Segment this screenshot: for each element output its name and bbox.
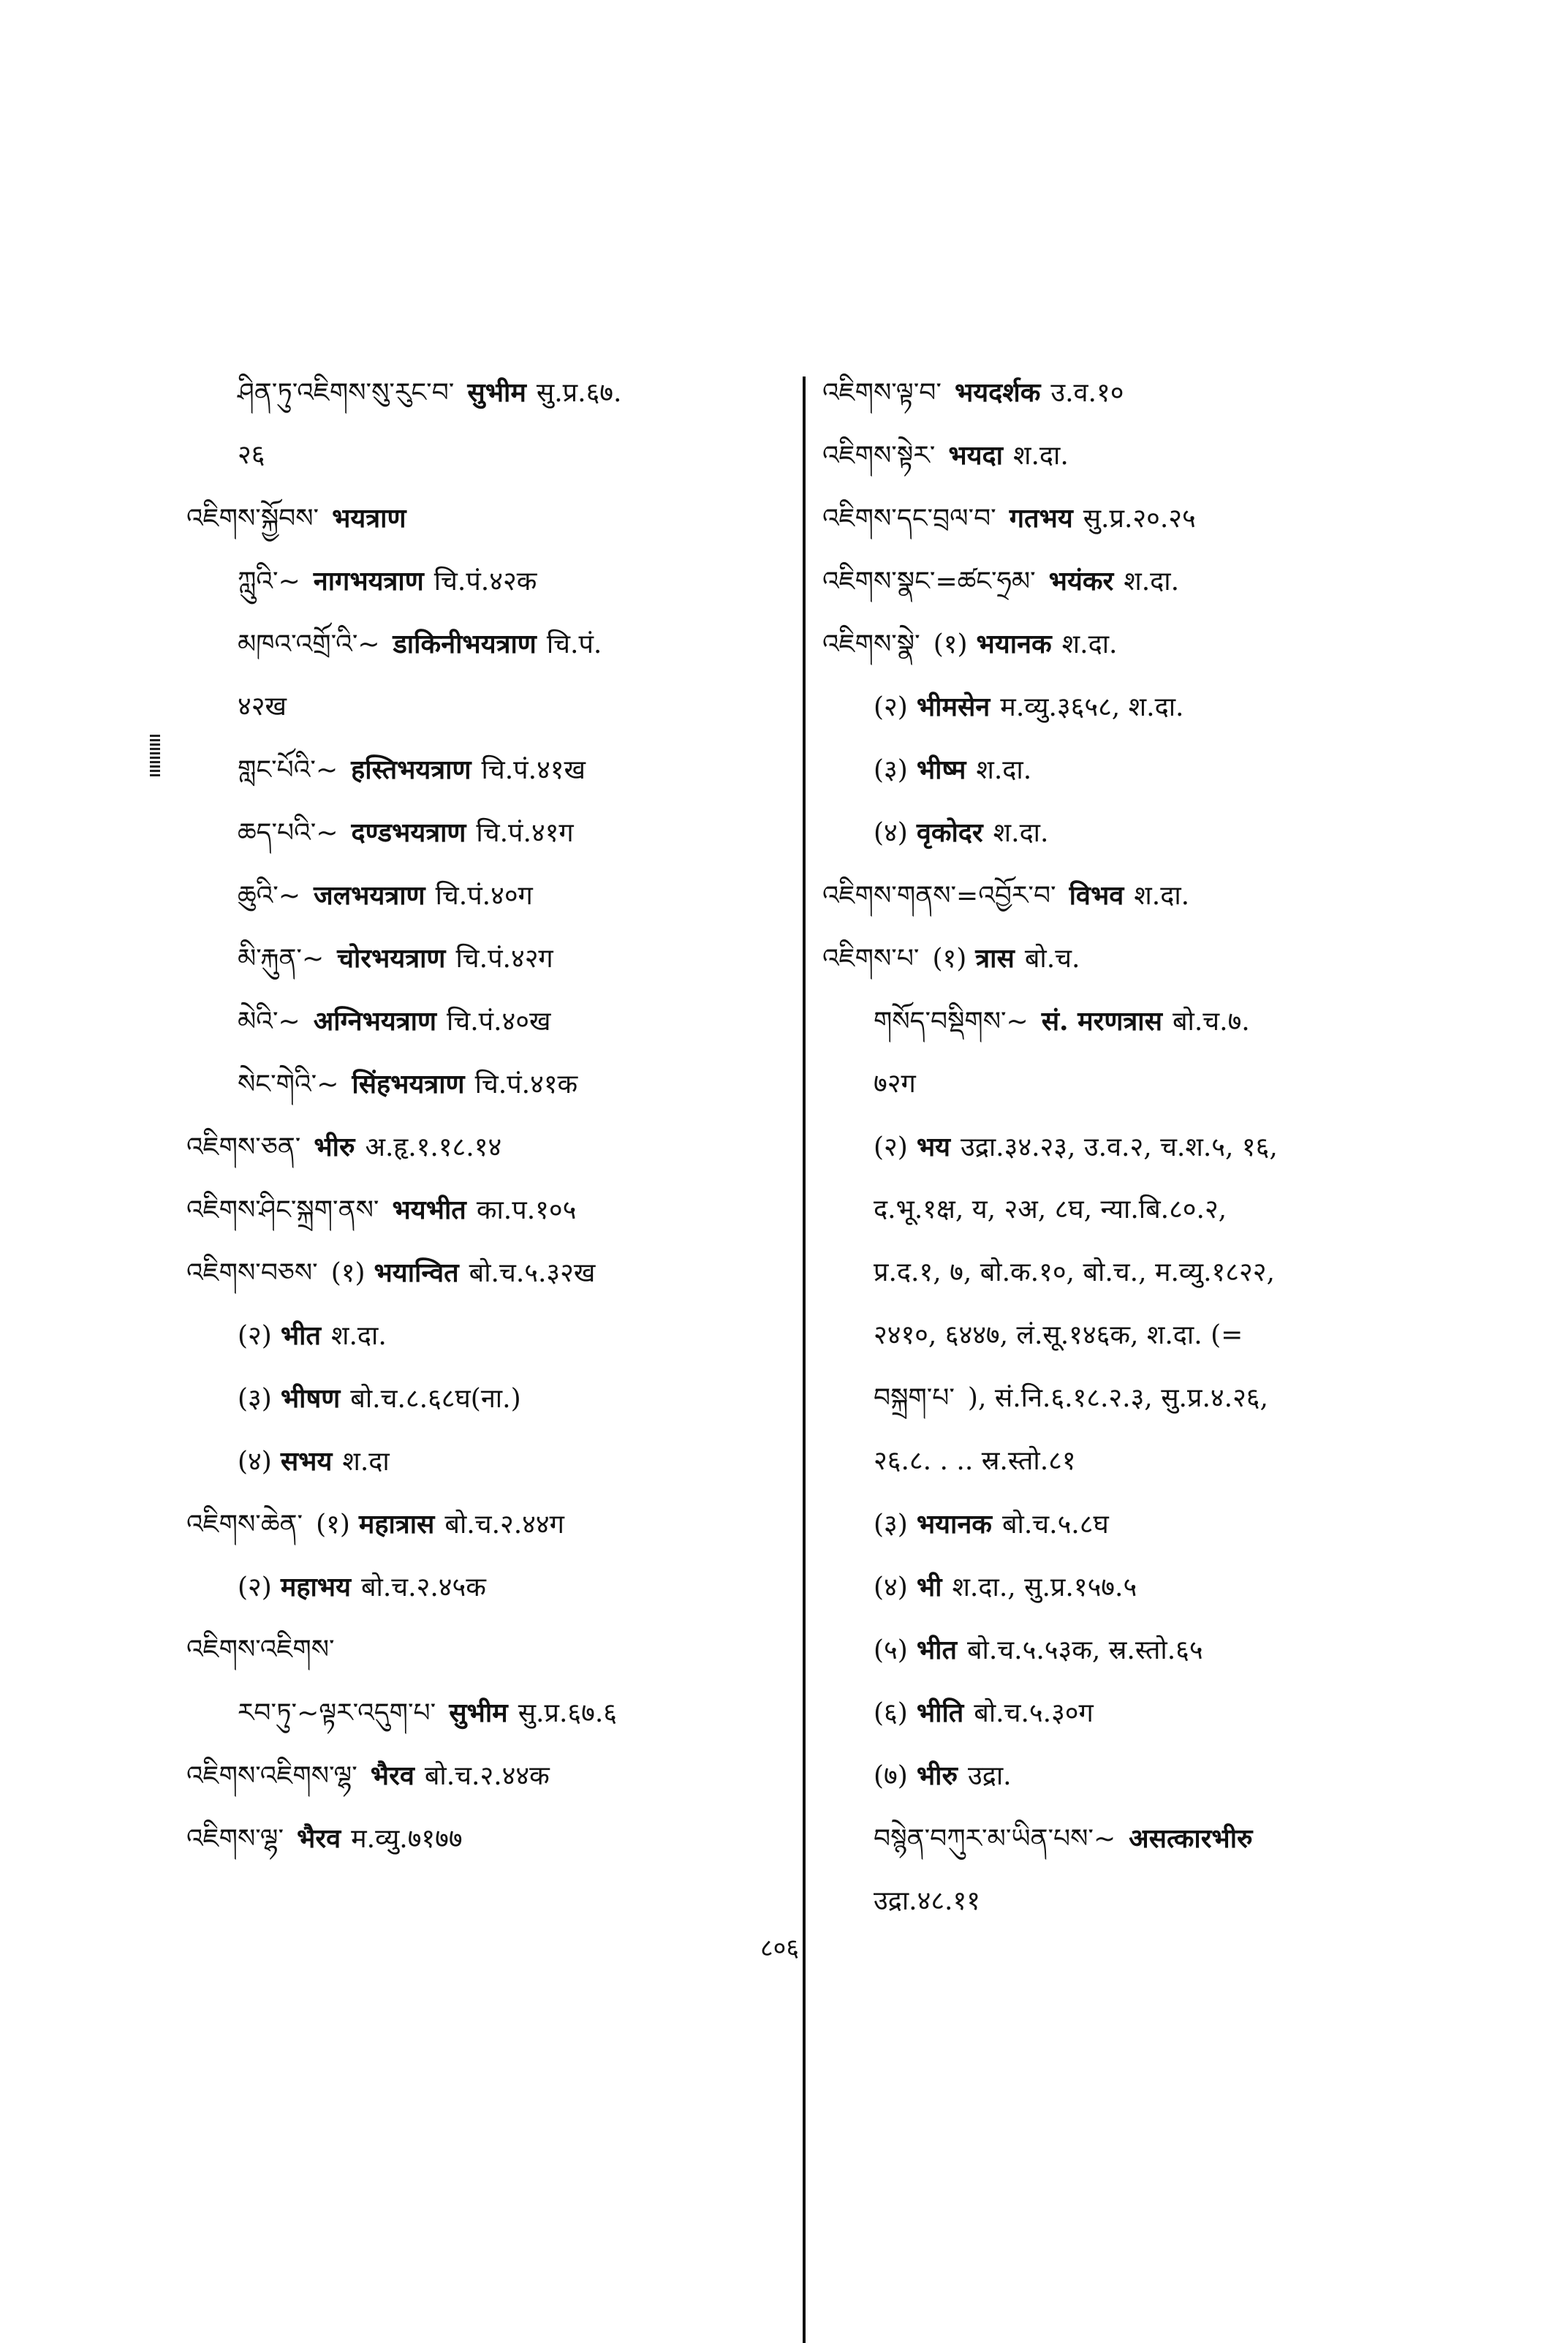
sanskrit-equivalent: भयान्वित <box>374 1257 459 1288</box>
dictionary-entry-line <box>186 1760 786 1792</box>
sanskrit-equivalent: हस्तिभयत्राण <box>351 754 471 785</box>
tibetan-term: གསོད་བསྡིགས་~ <box>874 1007 1029 1037</box>
sense-number: (६) <box>874 1698 908 1728</box>
sense-number: (३) <box>874 1510 908 1540</box>
source-reference: चि.पं.४२ग <box>455 944 553 974</box>
source-reference: का.प.१०५ <box>476 1195 577 1225</box>
tibetan-term: མི་རྐུན་~ <box>238 944 325 974</box>
source-reference: श.दा. <box>976 755 1032 785</box>
sense-number: (२) <box>874 1132 908 1162</box>
source-reference: सु.प्र.६७. <box>536 378 622 408</box>
dictionary-entry-line <box>822 1634 1422 1666</box>
tibetan-term: འཇིགས་སྟེར་ <box>822 441 936 471</box>
sense-number: (३) <box>238 1384 272 1414</box>
tibetan-term: འཇིགས་སྐྱོབས་ <box>186 504 319 534</box>
sanskrit-equivalent: भीति <box>916 1697 964 1728</box>
source-reference: अ.हृ.१.१८.१४ <box>365 1132 502 1162</box>
tibetan-term: བསྙེན་བཀུར་མ་ཡིན་པས་~ <box>874 1824 1116 1854</box>
sanskrit-equivalent: सुभीम <box>467 377 526 408</box>
sanskrit-equivalent: सं. मरणत्रास <box>1041 1006 1162 1037</box>
sanskrit-equivalent: भीत <box>916 1635 957 1665</box>
dictionary-entry-line <box>822 1320 1422 1352</box>
sense-number: (२) <box>238 1572 272 1602</box>
sanskrit-equivalent: भयत्राण <box>332 503 406 534</box>
sanskrit-equivalent: भयानक <box>916 1509 992 1540</box>
source-reference: चि.पं. <box>546 629 602 659</box>
source-reference: २६ <box>238 440 265 470</box>
source-reference: उद्रा.३४.२३, उ.व.२, च.श.५, १६, <box>961 1132 1278 1162</box>
sanskrit-equivalent: भीरु <box>314 1132 355 1162</box>
sanskrit-equivalent: दण्डभयत्राण <box>351 817 466 848</box>
sense-number: (७) <box>874 1761 908 1791</box>
sanskrit-equivalent: अग्निभयत्राण <box>313 1006 437 1037</box>
dictionary-entry-line <box>822 1194 1422 1226</box>
sanskrit-equivalent: भीषण <box>280 1383 341 1414</box>
sanskrit-equivalent: भय <box>916 1132 951 1162</box>
dictionary-entry-line <box>186 691 786 723</box>
source-reference: श.दा. <box>330 1321 387 1351</box>
tibetan-term: མེའི་~ <box>238 1007 300 1037</box>
dictionary-entry-line <box>186 1194 786 1226</box>
sanskrit-equivalent: गतभय <box>1009 503 1073 534</box>
sanskrit-equivalent: सभय <box>280 1446 333 1477</box>
dictionary-entry-line <box>186 1822 786 1855</box>
sanskrit-equivalent: भयभीत <box>392 1195 466 1225</box>
dictionary-entry-line <box>822 439 1422 472</box>
source-reference: श.दा. <box>1124 567 1180 597</box>
side-margin-mark <box>150 735 160 777</box>
dictionary-entry-line <box>186 879 786 912</box>
dictionary-entry-line <box>186 942 786 974</box>
page-number: ८०६ <box>760 1934 800 1963</box>
sanskrit-equivalent: त्रास <box>975 943 1015 974</box>
dictionary-entry-line <box>186 1697 786 1729</box>
dictionary-entry-line <box>822 1885 1422 1918</box>
sense-number: (१) <box>932 944 967 974</box>
source-reference: बो.च. <box>1024 944 1080 974</box>
source-reference: चि.पं.४१ख <box>481 755 586 785</box>
tibetan-term: འཇིགས་སྣང་=ཚང་ཧྲམ་ <box>822 567 1036 597</box>
dictionary-entry-line <box>186 1320 786 1352</box>
dictionary-entry-line <box>822 879 1422 912</box>
dictionary-entry-line <box>822 1571 1422 1603</box>
sense-number: (५) <box>874 1635 908 1665</box>
source-reference: चि.पं.४२क <box>433 567 537 597</box>
sanskrit-equivalent: सिंहभयत्राण <box>352 1069 465 1099</box>
source-reference: २६.८. . .. स्र.स्तो.८१ <box>874 1446 1076 1476</box>
source-reference: उद्रा.४८.११ <box>874 1886 980 1916</box>
sanskrit-equivalent: डाकिनीभयत्राण <box>393 629 537 659</box>
source-reference: चि.पं.४१ग <box>476 818 574 848</box>
tibetan-term: འཇིགས་དང་བྲལ་བ་ <box>822 504 996 534</box>
source-reference: बो.च.२.४४ग <box>444 1510 564 1540</box>
dictionary-entry-line <box>822 376 1422 409</box>
sanskrit-equivalent: भी <box>916 1572 942 1602</box>
sanskrit-equivalent: विभव <box>1069 880 1124 911</box>
dictionary-entry-line <box>186 376 786 409</box>
dictionary-entry-line <box>822 754 1422 786</box>
sanskrit-equivalent: सुभीम <box>449 1697 508 1728</box>
source-reference: श.दा. <box>1134 881 1190 911</box>
dictionary-entry-line <box>186 1068 786 1100</box>
tibetan-term: གླང་པོའི་~ <box>238 755 338 785</box>
tibetan-term: འཇིགས་པ་ <box>822 944 920 974</box>
sanskrit-equivalent: भीत <box>280 1320 321 1351</box>
dictionary-entry-line <box>186 1634 786 1666</box>
tibetan-term: འཇིགས་ཤིང་སྐྲག་ནས་ <box>186 1195 379 1225</box>
source-reference: श.दा <box>342 1447 390 1477</box>
tibetan-term: འཇིགས་འཇིགས་ལྷ་ <box>186 1761 357 1791</box>
tibetan-term: ཆུའི་~ <box>238 881 301 911</box>
dictionary-entry-line <box>822 1445 1422 1477</box>
dictionary-entry-line <box>822 1257 1422 1289</box>
sanskrit-equivalent: नागभयत्राण <box>313 566 424 597</box>
dictionary-entry-line <box>186 439 786 472</box>
source-reference: चि.पं.४०ख <box>447 1007 551 1037</box>
sanskrit-equivalent: असत्कारभीरु <box>1129 1823 1253 1854</box>
source-reference: बो.च.७. <box>1172 1007 1250 1037</box>
source-reference: श.दा. <box>993 818 1049 848</box>
sanskrit-equivalent: भीरु <box>916 1760 958 1791</box>
dictionary-entry-line <box>186 1571 786 1603</box>
sanskrit-equivalent: चोरभयत्राण <box>337 943 446 974</box>
tibetan-term: བསྐྲག་པ་ <box>874 1383 955 1413</box>
sanskrit-equivalent: भैरव <box>370 1760 414 1791</box>
source-reference: श.दा., सु.प्र.१५७.५ <box>952 1572 1137 1602</box>
tibetan-term: འཇིགས་ལྷ་ <box>186 1824 284 1854</box>
tibetan-term: ཤིན་ཏུ་འཇིགས་སུ་རུང་བ་ <box>238 378 455 408</box>
dictionary-entry-line <box>822 1382 1422 1415</box>
source-reference: सु.प्र.२०.२५ <box>1083 504 1196 534</box>
source-reference: २४१०, ६४४७, लं.सू.१४६क, श.दा. (= <box>874 1320 1243 1350</box>
sanskrit-equivalent: भयदा <box>948 440 1003 471</box>
dictionary-entry-line <box>186 754 786 786</box>
sanskrit-equivalent: भयानक <box>976 629 1052 659</box>
source-reference: बो.च.५.३०ग <box>974 1698 1094 1728</box>
tibetan-term: ཀླུའི་~ <box>238 567 300 597</box>
dictionary-entry-line <box>822 817 1422 849</box>
sanskrit-equivalent: वृकोदर <box>916 817 983 848</box>
source-reference: ४२ख <box>238 692 287 722</box>
sanskrit-equivalent: भैरव <box>297 1823 341 1854</box>
dictionary-entry-line <box>186 1445 786 1477</box>
tibetan-term: འཇིགས་ཅན་ <box>186 1132 301 1162</box>
source-reference: सु.प्र.६७.६ <box>518 1698 617 1728</box>
source-reference: बो.च.२.४४क <box>424 1761 550 1791</box>
sanskrit-equivalent: भयंकर <box>1048 566 1114 597</box>
dictionary-entry-line <box>186 1005 786 1037</box>
dictionary-entry-line <box>822 1005 1422 1037</box>
tibetan-term: འཇིགས་འཇིགས་ <box>186 1635 335 1665</box>
source-reference: म.व्यु.७१७७ <box>351 1824 463 1854</box>
dictionary-entry-line <box>186 1508 786 1540</box>
dictionary-entry-line <box>822 1131 1422 1163</box>
source-reference: बो.च.५.३२ख <box>469 1258 596 1288</box>
dictionary-entry-line <box>822 1822 1422 1855</box>
tibetan-term: འཇིགས་བཅས་ <box>186 1258 318 1288</box>
tibetan-term: རབ་ཏུ་~ལྟར་འདུག་པ་ <box>238 1698 436 1728</box>
source-reference: श.दा. <box>1012 441 1069 471</box>
source-reference: उ.व.१० <box>1050 378 1124 408</box>
tibetan-term: འཇིགས་ལྟ་བ་ <box>822 378 942 408</box>
sanskrit-equivalent: भीष्म <box>916 754 966 785</box>
dictionary-entry-line <box>822 1760 1422 1792</box>
source-reference: बो.च.२.४५क <box>360 1572 486 1602</box>
tibetan-term: འཇིགས་སྣེ་ <box>822 629 920 659</box>
source-reference: श.दा. <box>1061 629 1118 659</box>
source-reference: प्र.द.१, ७, बो.क.१०, बो.च., म.व्यु.१८२२, <box>874 1257 1275 1287</box>
dictionary-entry-line <box>186 628 786 660</box>
sanskrit-equivalent: महाभय <box>280 1572 351 1602</box>
sense-number: (४) <box>874 818 908 848</box>
sanskrit-equivalent: महात्रास <box>358 1509 435 1540</box>
tibetan-term: འཇིགས་ཆེན་ <box>186 1510 303 1540</box>
sense-number: (३) <box>874 755 908 785</box>
dictionary-entry-line <box>822 942 1422 974</box>
dictionary-entry-line <box>822 1508 1422 1540</box>
source-reference: चि.पं.४०ग <box>435 881 533 911</box>
dictionary-entry-line <box>186 1131 786 1163</box>
dictionary-entry-line <box>186 565 786 597</box>
tibetan-term: འཇིགས་གནས་=འབྱོར་བ་ <box>822 881 1056 911</box>
sense-number: (२) <box>874 692 908 722</box>
source-reference: चि.पं.४१क <box>474 1070 578 1099</box>
tibetan-term: སེང་གེའི་~ <box>238 1070 339 1099</box>
source-reference: उद्रा. <box>967 1761 1012 1791</box>
sanskrit-equivalent: भयदर्शक <box>954 377 1041 408</box>
dictionary-entry-line <box>186 1257 786 1289</box>
sense-number: (१) <box>330 1258 366 1288</box>
left-column <box>186 376 786 1885</box>
source-reference: बो.च.५.८घ <box>1001 1510 1109 1540</box>
dictionary-entry-line <box>822 1697 1422 1729</box>
dictionary-entry-line <box>186 502 786 534</box>
sanskrit-equivalent: भीमसेन <box>916 692 991 722</box>
source-reference: ), सं.नि.६.१८.२.३, सु.प्र.४.२६, <box>967 1383 1268 1413</box>
source-reference: म.व्यु.३६५८, श.दा. <box>1000 692 1184 722</box>
sense-number: (१) <box>933 629 968 659</box>
source-reference: बो.च.५.५३क, स्र.स्तो.६५ <box>966 1635 1203 1665</box>
column-divider <box>803 376 806 2343</box>
source-reference: ७२ग <box>874 1069 916 1099</box>
dictionary-entry-line <box>822 691 1422 723</box>
tibetan-term: ཆད་པའི་~ <box>238 818 338 848</box>
dictionary-entry-line <box>186 1382 786 1415</box>
sense-number: (४) <box>238 1447 272 1477</box>
right-column <box>822 376 1422 1948</box>
source-reference: द.भू.१क्ष, य, २अ, ८घ, न्या.बि.८०.२, <box>874 1195 1227 1225</box>
dictionary-entry-line <box>822 502 1422 534</box>
tibetan-term: མཁའ་འགྲོ་འི་~ <box>238 629 380 659</box>
sense-number: (४) <box>874 1572 908 1602</box>
dictionary-entry-line <box>186 817 786 849</box>
sense-number: (१) <box>316 1510 350 1540</box>
sense-number: (२) <box>238 1321 272 1351</box>
dictionary-entry-line <box>822 628 1422 660</box>
dictionary-entry-line <box>822 1068 1422 1100</box>
dictionary-entry-line <box>822 565 1422 597</box>
source-reference: बो.च.८.६८घ(ना.) <box>350 1384 521 1414</box>
sanskrit-equivalent: जलभयत्राण <box>314 880 425 911</box>
